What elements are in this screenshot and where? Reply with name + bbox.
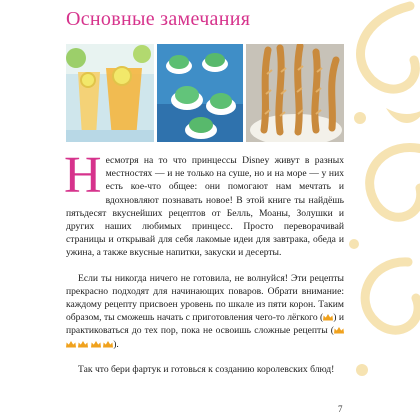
crown-icon bbox=[323, 314, 333, 321]
difficulty-text-1: Если ты никогда ничего не готовила, не волнуйся! Эти рецепты прекрасно подходят для начинающих поваров. Обрати внимание: каждому рецепту присвоен уровень по шкале из пяти корон. Таким образом, ты сможешь начать с приготовления чего-то лёгкого ( bbox=[66, 272, 344, 324]
turtle-treats-image bbox=[157, 44, 243, 142]
body-text bbox=[64, 147, 344, 376]
difficulty-text-3: ). bbox=[113, 338, 119, 350]
lemonade-image bbox=[66, 44, 154, 142]
closing-paragraph: Так что бери фартук и готовься к созданию королевских блюд! bbox=[78, 363, 335, 375]
crown-icon bbox=[103, 341, 113, 348]
crown-icon bbox=[66, 341, 76, 348]
breadsticks-photo bbox=[246, 44, 344, 142]
page-title: Основные замечания bbox=[66, 8, 251, 30]
drop-cap: Н bbox=[64, 147, 102, 204]
turtle-treats-photo bbox=[157, 44, 243, 142]
difficulty-text-2: ) и практиковаться до тех пор, пока не освоишь сложные рецепты ( bbox=[66, 312, 344, 337]
intro-paragraph bbox=[64, 147, 344, 260]
page-number: 7 bbox=[338, 404, 343, 414]
crown-icon bbox=[334, 327, 344, 334]
intro-text: есмотря на то что принцессы Disney живут в разных местностях — и не только на суше, но и на море — у них есть кое-что общее: они помогают нам мечтать и вдохновляют познавать новое! В этой книге ты найдёшь пятьдесят вкуснейших рецептов от Белль, Моаны, Золушки и других наших любимых принцесс. Просто переворачивай страницы и открывай для себя лакомые идеи для завтрака, обеда и ужина, а также вкусные напитки, закуски и десерты. bbox=[66, 155, 344, 259]
difficulty-paragraph bbox=[66, 272, 344, 351]
crown-icon bbox=[78, 341, 88, 348]
crown-icon bbox=[91, 341, 101, 348]
lemonade-photo bbox=[66, 44, 154, 142]
breadsticks-image bbox=[246, 44, 344, 142]
